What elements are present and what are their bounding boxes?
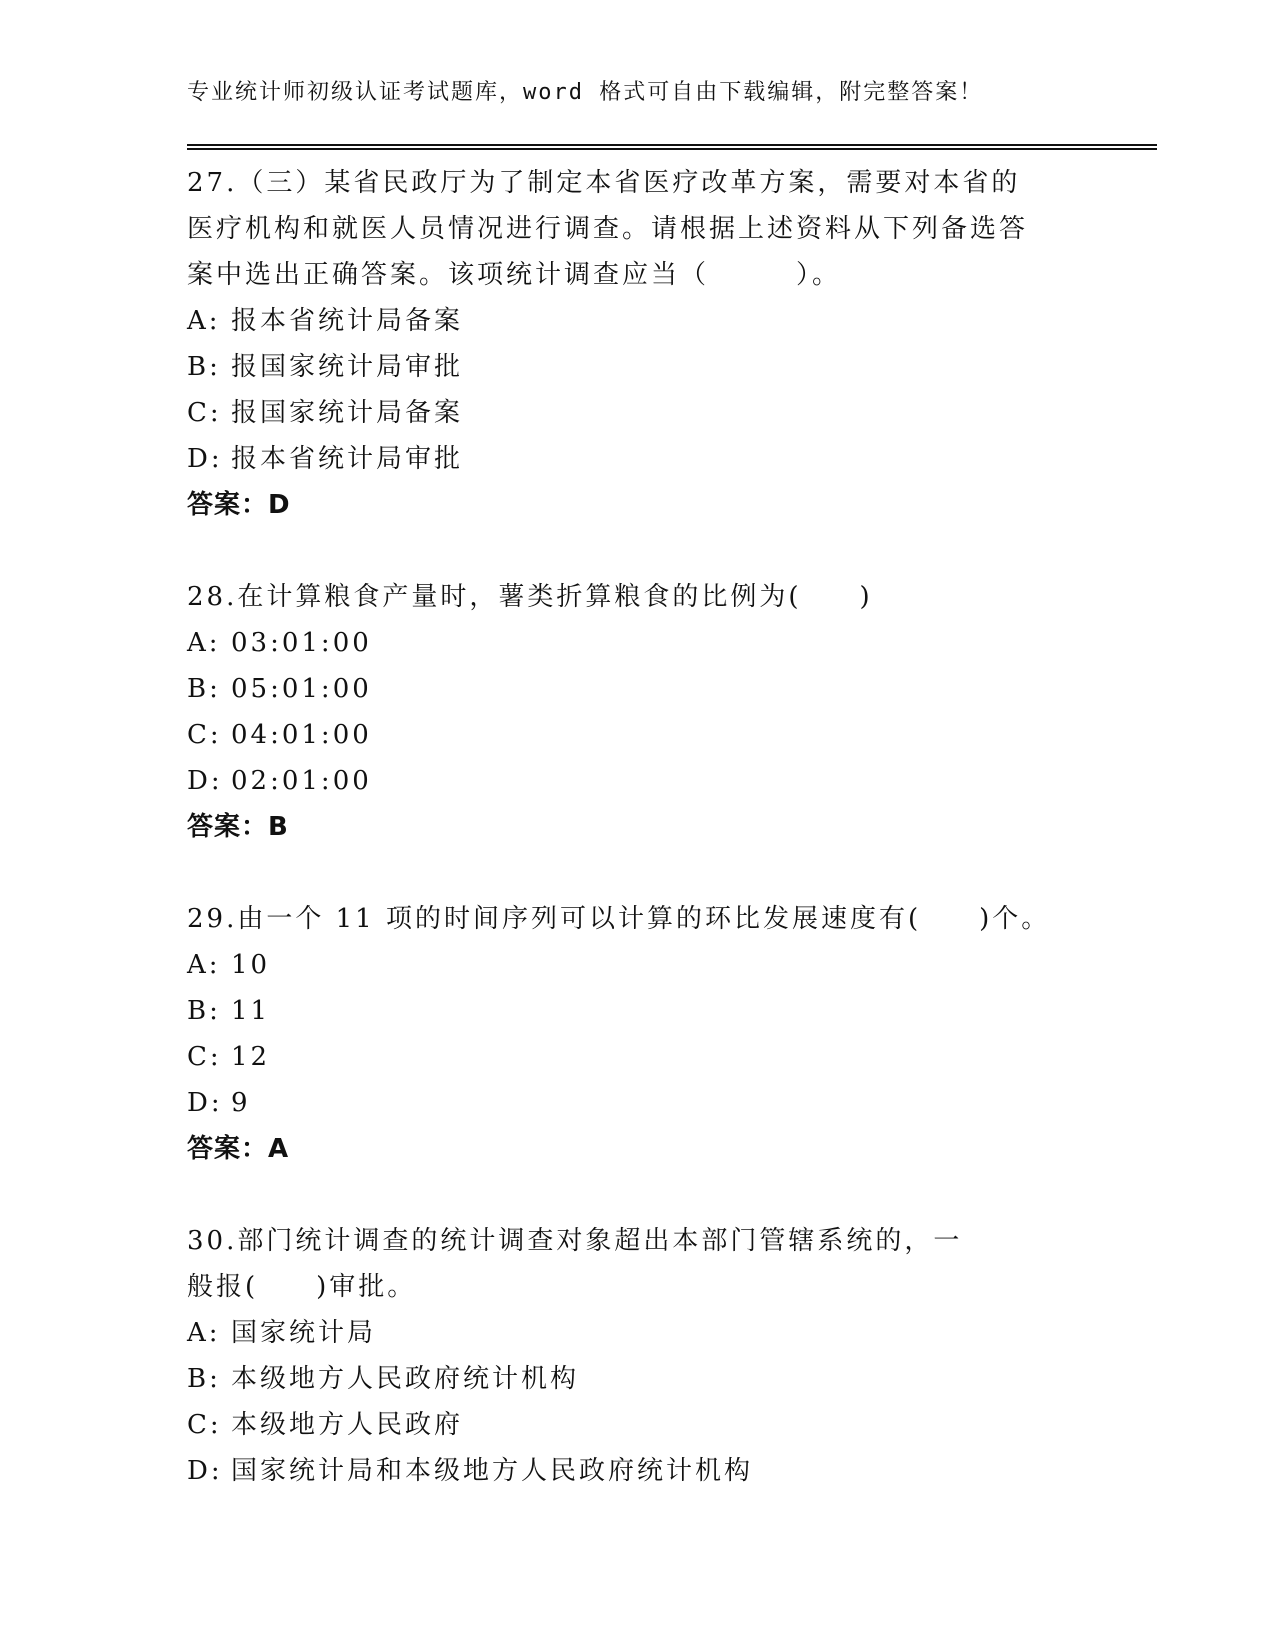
option-a xyxy=(187,298,1087,344)
question-30 xyxy=(187,1218,1087,1494)
option-label: D: xyxy=(187,1456,223,1486)
option-c xyxy=(187,1034,1087,1080)
option-d xyxy=(187,436,1087,482)
answer-text: 答案：A xyxy=(187,1134,290,1164)
option-text: 本级地方人民政府统计机构 xyxy=(231,1364,580,1394)
option-text: 02:01:00 xyxy=(231,766,372,796)
option-text: 05:01:00 xyxy=(231,674,372,704)
option-label: D: xyxy=(187,1088,223,1118)
option-a xyxy=(187,1310,1087,1356)
option-text: 国家统计局和本级地方人民政府统计机构 xyxy=(231,1456,754,1486)
option-text: 报本省统计局备案 xyxy=(231,306,464,336)
option-label: B: xyxy=(187,352,221,382)
option-text: 国家统计局 xyxy=(231,1318,377,1348)
question-text: 27.（三）某省民政厅为了制定本省医疗改革方案，需要对本省的医疗机构和就医人员情况进行调查。请根据上述资料从下列备选答案中选出正确答案。该项统计调查应当（ ）。 xyxy=(187,168,1029,290)
option-label: B: xyxy=(187,674,221,704)
option-c xyxy=(187,390,1087,436)
option-label: C: xyxy=(187,720,222,750)
question-text: 28.在计算粮食产量时，薯类折算粮食的比例为( ) xyxy=(187,582,873,612)
option-text: 报本省统计局审批 xyxy=(231,444,464,474)
option-label: B: xyxy=(187,1364,221,1394)
question-29 xyxy=(187,896,1087,1172)
option-text: 报国家统计局备案 xyxy=(231,398,464,428)
option-label: A: xyxy=(187,1318,221,1348)
option-text: 本级地方人民政府 xyxy=(231,1410,464,1440)
option-text: 11 xyxy=(231,996,271,1026)
option-label: A: xyxy=(187,950,221,980)
option-text: 9 xyxy=(231,1088,251,1118)
question-27 xyxy=(187,160,1087,528)
option-label: C: xyxy=(187,1410,222,1440)
option-label: A: xyxy=(187,306,221,336)
option-b xyxy=(187,344,1087,390)
option-text: 04:01:00 xyxy=(231,720,372,750)
option-d xyxy=(187,758,1087,804)
option-label: D: xyxy=(187,766,223,796)
question-text: 30.部门统计调查的统计调查对象超出本部门管辖系统的，一般报( )审批。 xyxy=(187,1226,963,1302)
option-label: B: xyxy=(187,996,221,1026)
option-text: 10 xyxy=(231,950,271,980)
option-label: D: xyxy=(187,444,223,474)
option-c xyxy=(187,712,1087,758)
question-text: 29.由一个 11 项的时间序列可以计算的环比发展速度有( )个。 xyxy=(187,904,1051,934)
option-text: 12 xyxy=(231,1042,271,1072)
option-b xyxy=(187,666,1087,712)
question-28 xyxy=(187,574,1087,850)
option-a xyxy=(187,620,1087,666)
option-label: C: xyxy=(187,1042,222,1072)
option-d xyxy=(187,1080,1087,1126)
option-label: A: xyxy=(187,628,221,658)
option-label: C: xyxy=(187,398,222,428)
option-c xyxy=(187,1402,1087,1448)
answer-text: 答案：B xyxy=(187,812,289,842)
header-divider-thin xyxy=(187,144,1157,146)
question-list xyxy=(187,160,1087,1494)
option-text: 03:01:00 xyxy=(231,628,372,658)
option-b xyxy=(187,1356,1087,1402)
answer-text: 答案：D xyxy=(187,490,291,520)
option-a xyxy=(187,942,1087,988)
header-divider-thick xyxy=(187,148,1157,150)
option-d xyxy=(187,1448,1087,1494)
option-b xyxy=(187,988,1087,1034)
page-header: 专业统计师初级认证考试题库，word 格式可自由下载编辑，附完整答案！ xyxy=(187,80,984,105)
option-text: 报国家统计局审批 xyxy=(231,352,464,382)
